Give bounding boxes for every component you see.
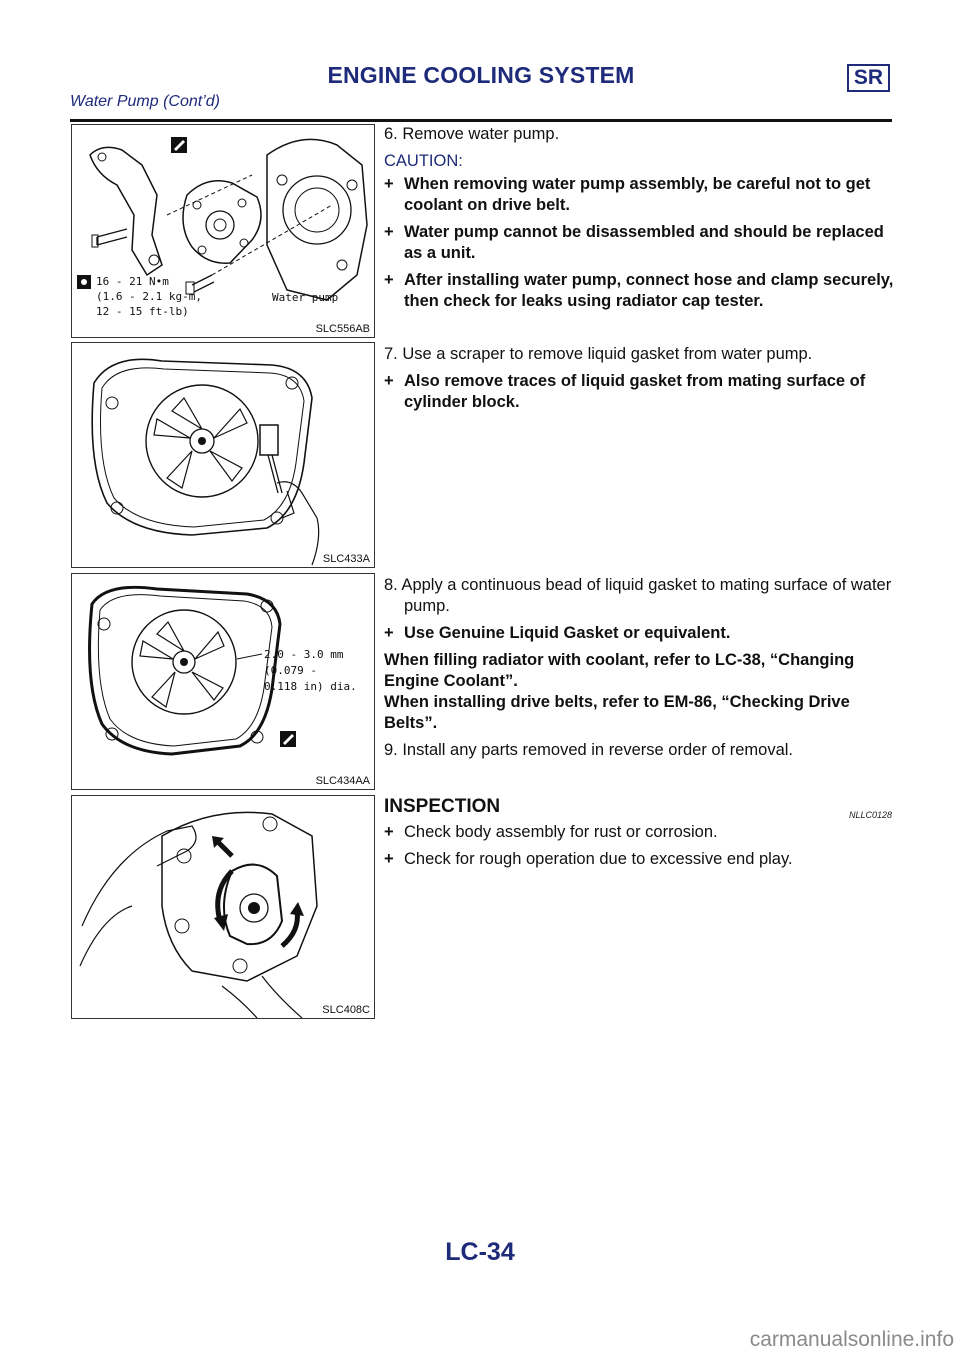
step-7-text: 7. Use a scraper to remove liquid gasket from water pump. (384, 345, 813, 363)
scraper-illustration (72, 343, 374, 567)
header-divider (70, 119, 892, 122)
step-8-bullet: + Use Genuine Liquid Gasket or equivalent. (384, 624, 731, 642)
watermark: carmanualsonline.info (749, 1328, 954, 1351)
engine-badge: SR (847, 64, 890, 92)
figure-id: SLC556AB (315, 323, 370, 335)
caution-bullet-1: + When removing water pump assembly, be careful not to get coolant on drive belt. (384, 175, 871, 214)
step-8-block (384, 575, 894, 767)
step-6-block (384, 124, 894, 318)
water-pump-removal-illustration (72, 125, 374, 337)
figure-id: SLC434AA (315, 775, 370, 787)
inspection-bullet-1: + Check body assembly for rust or corrosion. (384, 823, 718, 841)
inspection-title: INSPECTION (384, 796, 501, 817)
coolant-reference: When filling radiator with coolant, refer to LC-38, “Changing Engine Coolant”. (384, 651, 855, 690)
torque-spec: 16 - 21 N•m (96, 275, 169, 288)
figure-scraper (71, 342, 375, 568)
drive-belt-reference: When installing drive belts, refer to EM-86, “Checking Drive Belts”. (384, 693, 850, 732)
torque-wrench-icon (77, 275, 91, 289)
torque-spec-kgm: (1.6 - 2.1 kg-m, (96, 290, 202, 303)
section-subtitle: Water Pump (Cont’d) (70, 93, 220, 110)
inspection-section (384, 796, 894, 876)
figure-inspection (71, 795, 375, 1019)
step-7-block (384, 344, 894, 419)
step-8-text: 8. Apply a continuous bead of liquid gasket to mating surface of water pump. (384, 576, 892, 615)
inspection-code: NLLC0128 (848, 810, 892, 820)
caution-label: CAUTION: (384, 152, 463, 170)
caution-bullet-2: + Water pump cannot be disassembled and should be replaced as a unit. (384, 223, 884, 262)
step-9-text: 9. Install any parts removed in reverse order of removal. (384, 741, 794, 759)
figure-gasket-bead (71, 573, 375, 790)
bead-dimension-in-1: (0.079 - (264, 664, 317, 677)
step-6-text: 6. Remove water pump. (384, 125, 560, 143)
gasket-bead-illustration (72, 574, 374, 789)
section-title: ENGINE COOLING SYSTEM (327, 62, 635, 88)
step-7-bullet: + Also remove traces of liquid gasket from mating surface of cylinder block. (384, 372, 866, 411)
figure-id: SLC433A (322, 553, 370, 565)
figure-id: SLC408C (322, 1004, 370, 1016)
caution-bullet-3: + After installing water pump, connect hose and clamp securely, then check for leaks using radiator cap tester. (384, 271, 894, 310)
torque-spec-ftlb: 12 - 15 ft-lb) (96, 305, 189, 318)
service-icon (171, 137, 187, 153)
page-number: LC-34 (445, 1238, 515, 1266)
bead-dimension-in-2: 0.118 in) dia. (264, 680, 357, 693)
inspection-illustration (72, 796, 374, 1018)
liquid-gasket-icon (280, 731, 296, 747)
water-pump-callout: Water pump (272, 291, 339, 304)
inspection-bullet-2: + Check for rough operation due to excessive end play. (384, 850, 793, 868)
bead-dimension-mm: 2.0 - 3.0 mm (264, 648, 344, 661)
figure-water-pump-removal (71, 124, 375, 338)
